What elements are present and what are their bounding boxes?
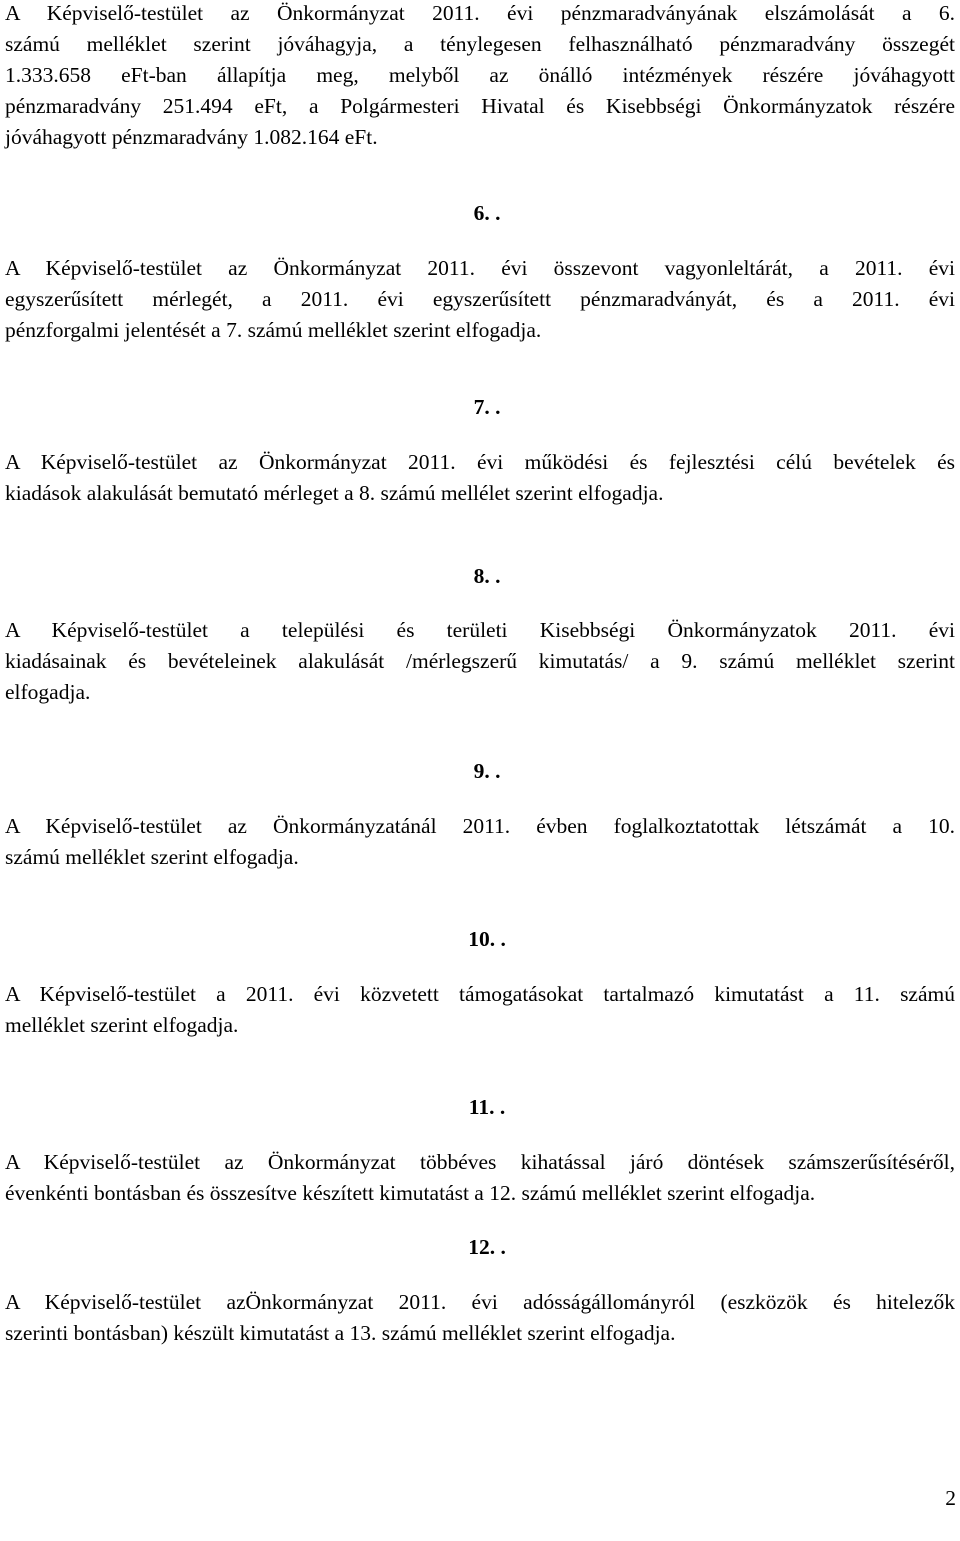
text-line: A Képviselő-testület az Önkormányzat 2011. évi pénzmaradványának elszámolását a 6.	[5, 1, 955, 25]
section-paragraph-7	[5, 447, 955, 509]
text-line: számú melléklet szerint elfogadja.	[5, 845, 299, 869]
text-line: számú melléklet szerint jóváhagyja, a ténylegesen felhasználható pénzmaradvány összegét	[5, 32, 955, 56]
text-line: 1.333.658 eFt-ban állapítja meg, melyből az önálló intézmények részére jóváhagyott	[5, 63, 955, 87]
section-heading-9: 9. .	[473, 759, 501, 783]
text-line: kiadásainak és bevételeinek alakulását /mérlegszerű kimutatás/ a 9. számú melléklet szerint	[5, 649, 955, 673]
text-line: jóváhagyott pénzmaradvány 1.082.164 eFt.	[5, 125, 378, 149]
text-line: A Képviselő-testület az Önkormányzat 2011. évi összevont vagyonleltárát, a 2011. évi	[5, 256, 955, 280]
section-heading-12: 12. .	[468, 1235, 506, 1259]
text-line: pénzforgalmi jelentését a 7. számú melléklet szerint elfogadja.	[5, 318, 542, 342]
section-heading-10: 10. .	[468, 927, 506, 951]
text-line: melléklet szerint elfogadja.	[5, 1013, 239, 1037]
text-line: A Képviselő-testület az Önkormányzat többéves kihatással járó döntések számszerűsítéséről,	[5, 1150, 955, 1174]
text-line: A Képviselő-testület az Önkormányzatánál 2011. évben foglalkoztatottak létszámát a 10.	[5, 814, 955, 838]
text-line: elfogadja.	[5, 680, 91, 704]
text-line: A Képviselő-testület a 2011. évi közvetett támogatásokat tartalmazó kimutatást a 11. számú	[5, 982, 955, 1006]
text-line: pénzmaradvány 251.494 eFt, a Polgármesteri Hivatal és Kisebbségi Önkormányzatok részére	[5, 94, 955, 118]
text-line: A Képviselő-testület az Önkormányzat 2011. évi működési és fejlesztési célú bevételek és	[5, 450, 955, 474]
section-paragraph-9	[5, 811, 955, 873]
section-heading-7: 7. .	[473, 395, 501, 419]
intro-paragraph	[5, 0, 955, 153]
section-paragraph-11	[5, 1147, 955, 1209]
text-line: A Képviselő-testület a települési és területi Kisebbségi Önkormányzatok 2011. évi	[5, 618, 955, 642]
section-paragraph-12	[5, 1287, 955, 1349]
page-number: 2	[945, 1486, 956, 1510]
text-line: kiadások alakulását bemutató mérleget a 8. számú mellélet szerint elfogadja.	[5, 481, 664, 505]
text-line: A Képviselő-testület azÖnkormányzat 2011. évi adósságállományról (eszközök és hitelezők	[5, 1290, 955, 1314]
section-heading-8: 8. .	[473, 564, 501, 588]
section-heading-6: 6. .	[473, 201, 501, 225]
section-heading-11: 11. .	[468, 1095, 506, 1119]
section-paragraph-10	[5, 979, 955, 1041]
section-paragraph-6	[5, 253, 955, 346]
text-line: szerinti bontásban) készült kimutatást a 13. számú melléklet szerint elfogadja.	[5, 1321, 676, 1345]
section-paragraph-8	[5, 615, 955, 708]
text-line: évenkénti bontásban és összesítve készített kimutatást a 12. számú melléklet szerint elfogadja.	[5, 1181, 816, 1205]
text-line: egyszerűsített mérlegét, a 2011. évi egyszerűsített pénzmaradványát, és a 2011. évi	[5, 287, 955, 311]
